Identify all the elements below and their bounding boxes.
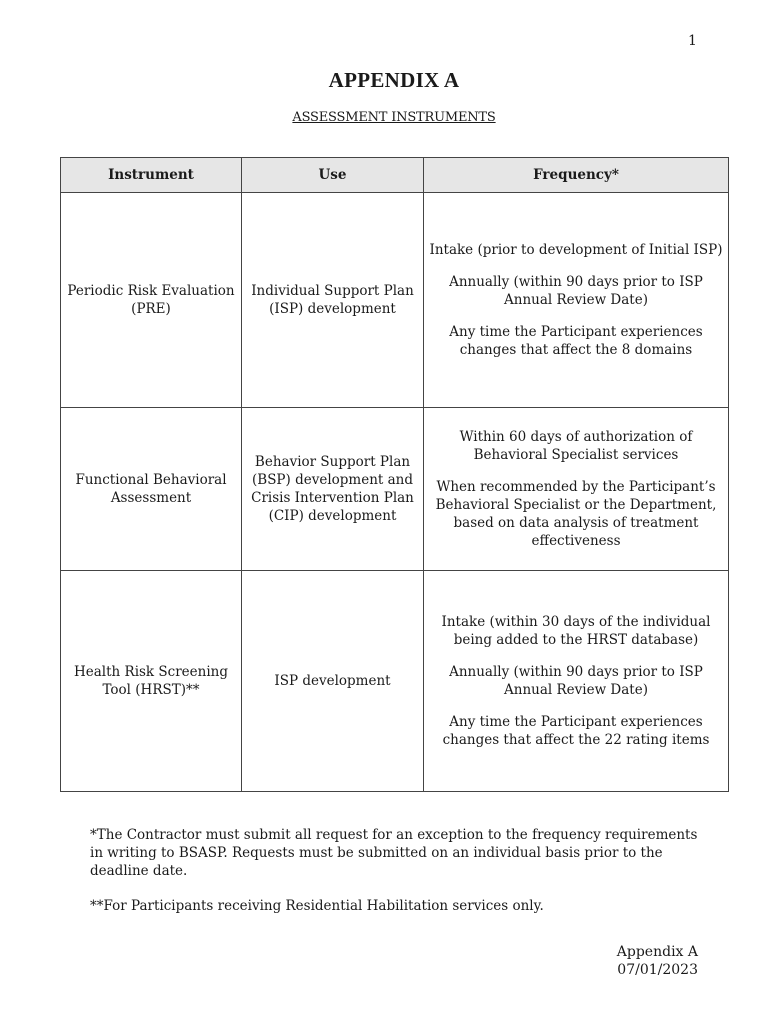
footer-label: Appendix A: [616, 944, 698, 960]
header-frequency: Frequency*: [424, 158, 729, 193]
frequency-item: Within 60 days of authorization of Behavioral Specialist services: [459, 429, 693, 463]
cell-use: ISP development: [242, 571, 424, 792]
footnotes: [90, 826, 710, 932]
frequency-item: Any time the Participant experiences changes that affect the 8 domains: [449, 324, 703, 358]
cell-instrument: Health Risk Screening Tool (HRST)**: [61, 571, 242, 792]
frequency-item: Intake (within 30 days of the individual being added to the HRST database): [441, 614, 711, 648]
header-use: Use: [242, 158, 424, 193]
page-number: 1: [688, 33, 697, 49]
table-row: [61, 193, 729, 408]
cell-instrument: Periodic Risk Evaluation (PRE): [61, 193, 242, 408]
table-header-row: [61, 158, 729, 193]
hrst-footnote: **For Participants receiving Residential Habilitation services only.: [90, 898, 544, 914]
cell-use: Behavior Support Plan (BSP) development and Crisis Intervention Plan (CIP) development: [242, 408, 424, 571]
table-row: [61, 571, 729, 792]
frequency-item: Annually (within 90 days prior to ISP Annual Review Date): [449, 664, 703, 698]
page-title: APPENDIX A: [328, 68, 460, 92]
cell-instrument: Functional Behavioral Assessment: [61, 408, 242, 571]
page-subtitle: ASSESSMENT INSTRUMENTS: [292, 110, 496, 125]
header-instrument: Instrument: [61, 158, 242, 193]
frequency-footnote: *The Contractor must submit all request for an exception to the frequency requirements in writing to BSASP. Requests must be submitted on an individual basis prior to the deadline date.: [90, 827, 698, 879]
frequency-item: Intake (prior to development of Initial ISP): [429, 242, 723, 258]
cell-use: Individual Support Plan (ISP) development: [242, 193, 424, 408]
cell-frequency: [424, 408, 729, 571]
cell-frequency: [424, 193, 729, 408]
frequency-item: Any time the Participant experiences changes that affect the 22 rating items: [442, 714, 710, 748]
footer-date: 07/01/2023: [617, 962, 698, 978]
frequency-item: Annually (within 90 days prior to ISP Annual Review Date): [449, 274, 703, 308]
frequency-item: When recommended by the Participant’s Behavioral Specialist or the Department, based on data analysis of treatment effectiveness: [435, 479, 717, 549]
page-footer: [580, 943, 698, 979]
table-row: [61, 408, 729, 571]
cell-frequency: [424, 571, 729, 792]
assessment-instruments-table: [60, 157, 729, 792]
